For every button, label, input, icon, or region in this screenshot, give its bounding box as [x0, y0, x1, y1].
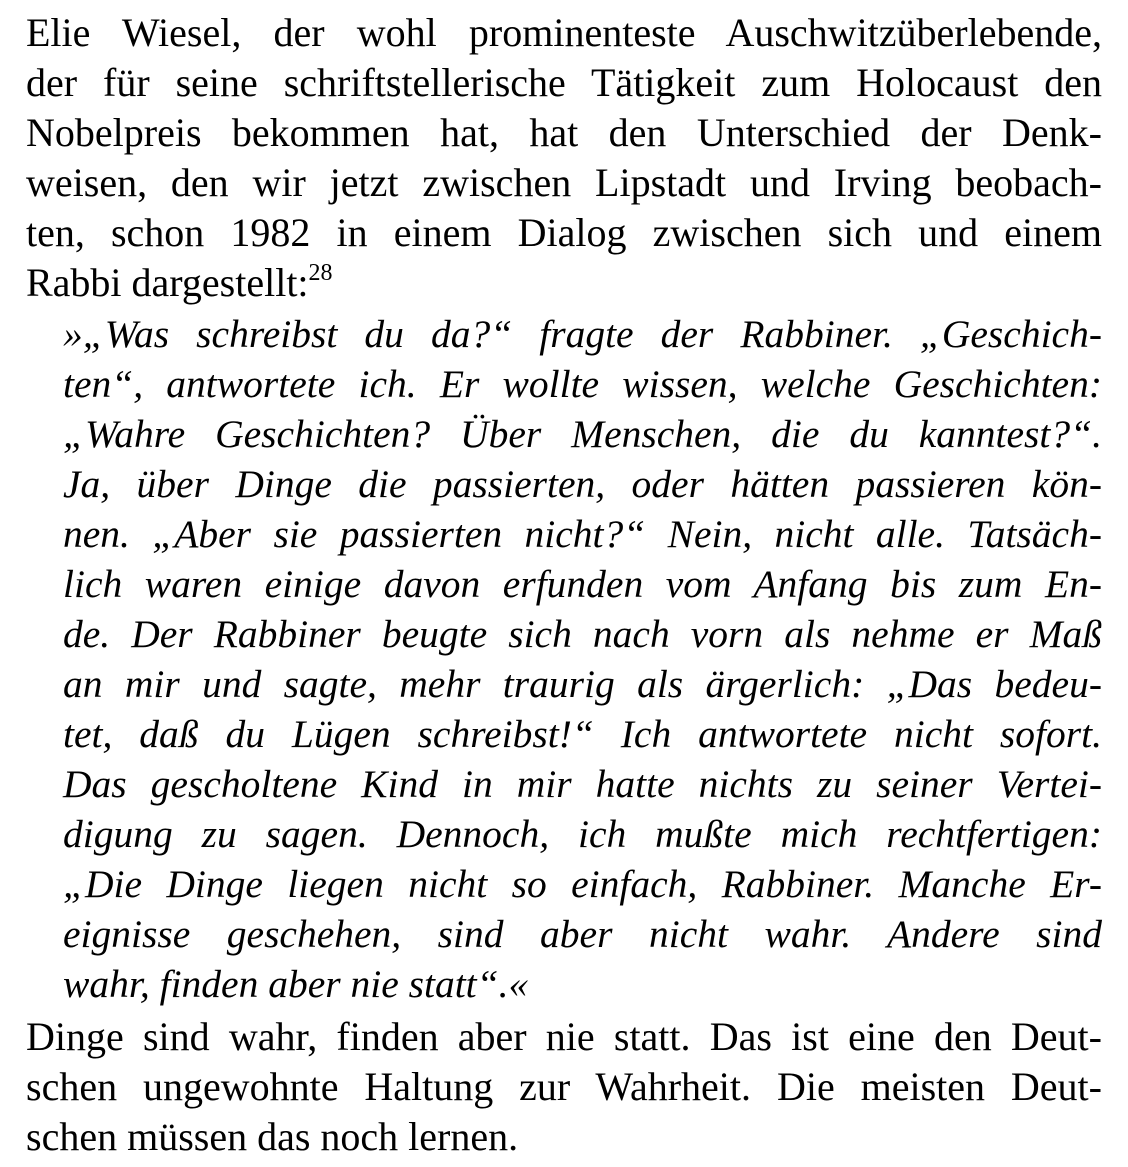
quote-line: de. Der Rabbiner beugte sich nach vorn als nehme er Maß	[63, 612, 1102, 656]
quote-line: an mir und sagte, mehr traurig als ärgerlich: „Das bedeu-	[63, 662, 1102, 706]
text-line: Dinge sind wahr, finden aber nie statt. Das ist eine den Deut-	[26, 1014, 1102, 1059]
intro-paragraph	[26, 8, 1102, 308]
quote-line: digung zu sagen. Dennoch, ich mußte mich rechtfertigen:	[63, 812, 1102, 856]
quote-line: Ja, über Dinge die passierten, oder hätten passieren kön-	[63, 462, 1102, 506]
closing-paragraph	[26, 1012, 1102, 1162]
quote-line: lich waren einige davon erfunden vom Anfang bis zum En-	[63, 562, 1102, 606]
quote-line: Das gescholtene Kind in mir hatte nichts zu seiner Vertei-	[63, 762, 1102, 806]
text-line	[26, 258, 1102, 308]
text-line: Nobelpreis bekommen hat, hat den Unterschied der Denk-	[26, 110, 1102, 155]
block-quote	[63, 309, 1102, 1009]
text-line-content: Rabbi dargestellt:	[26, 260, 309, 305]
text-line: schen ungewohnte Haltung zur Wahrheit. Die meisten Deut-	[26, 1064, 1102, 1109]
quote-line: »„Was schreibst du da?“ fragte der Rabbiner. „Geschich-	[63, 312, 1102, 356]
quote-line: nen. „Aber sie passierten nicht?“ Nein, nicht alle. Tatsäch-	[63, 512, 1102, 556]
text-line: der für seine schriftstellerische Tätigkeit zum Holocaust den	[26, 60, 1102, 105]
quote-line: eignisse geschehen, sind aber nicht wahr. Andere sind	[63, 912, 1102, 956]
text-line: weisen, den wir jetzt zwischen Lipstadt und Irving beobach-	[26, 160, 1102, 205]
text-line: Elie Wiesel, der wohl prominenteste Auschwitzüberlebende,	[26, 10, 1102, 55]
quote-line: tet, daß du Lügen schreibst!“ Ich antwortete nicht sofort.	[63, 712, 1102, 756]
quote-line: „Die Dinge liegen nicht so einfach, Rabbiner. Manche Er-	[63, 862, 1102, 906]
text-line: ten, schon 1982 in einem Dialog zwischen sich und einem	[26, 210, 1102, 255]
quote-line: ten“, antwortete ich. Er wollte wissen, welche Geschichten:	[63, 362, 1102, 406]
footnote-marker: 28	[308, 259, 333, 286]
quote-line: wahr, finden aber nie statt“.«	[63, 962, 529, 1006]
text-line: schen müssen das noch lernen.	[26, 1114, 519, 1159]
quote-line: „Wahre Geschichten? Über Menschen, die du kanntest?“.	[63, 412, 1102, 456]
